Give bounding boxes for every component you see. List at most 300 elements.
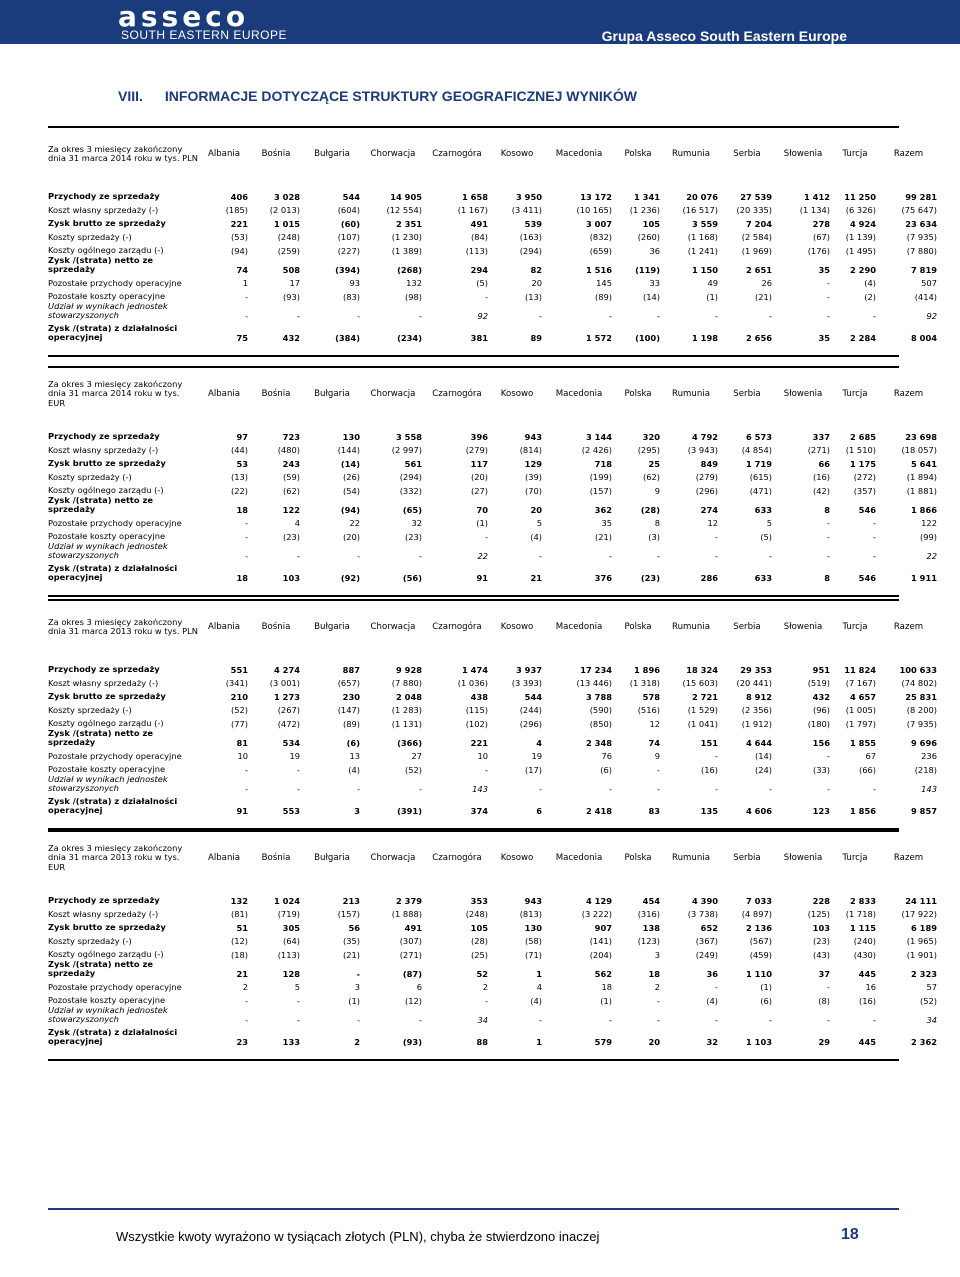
cell-value: 7 033 [746, 895, 772, 906]
cell-value: 9 857 [911, 805, 937, 816]
cell-value: 508 [282, 264, 300, 275]
cell-value: 221 [470, 737, 488, 748]
cell-value: 1 198 [692, 332, 718, 343]
cell-value: 97 [236, 431, 248, 442]
cell-value: - [609, 550, 612, 561]
cell-value: 491 [404, 922, 422, 933]
cell-value: - [245, 291, 248, 302]
column-header: Słowenia [783, 622, 823, 632]
column-header: Polska [624, 853, 652, 863]
cell-value: 2 685 [850, 431, 876, 442]
cell-value: 406 [230, 191, 248, 202]
cell-value: (1 131) [391, 718, 422, 729]
company-name: Grupa Asseco South Eastern Europe [601, 28, 847, 44]
logo-subtitle: SOUTH EASTERN EUROPE [121, 28, 288, 42]
cell-value: (1 139) [845, 232, 876, 242]
column-header: Bośnia [261, 622, 291, 632]
cell-value: (7 167) [845, 678, 876, 688]
cell-value: (294) [519, 245, 542, 256]
cell-value: 943 [524, 431, 542, 442]
cell-value: (1 965) [906, 936, 937, 946]
cell-value: (2 356) [741, 705, 772, 715]
cell-value: (27) [470, 485, 488, 496]
cell-value: (394) [335, 264, 360, 275]
cell-value: (367) [695, 936, 718, 946]
cell-value: (1 283) [391, 705, 422, 715]
cell-value: - [419, 1014, 422, 1025]
cell-value: (5) [476, 278, 488, 288]
row-label: Zysk /(strata) netto ze sprzedaży [48, 254, 153, 274]
cell-value: (272) [853, 472, 876, 482]
cell-value: 553 [282, 805, 300, 816]
cell-value: (18) [230, 949, 248, 960]
cell-value: 33 [649, 278, 660, 288]
cell-value: 4 924 [850, 218, 876, 229]
column-header: Bośnia [261, 149, 291, 159]
table-row [48, 748, 939, 762]
cell-value: 22 [349, 518, 360, 528]
row-label: Udział w wynikach jednostek stowarzyszonych [48, 300, 168, 320]
cell-value: (3 393) [511, 678, 542, 688]
cell-value: (25) [470, 949, 488, 960]
table-row [48, 455, 939, 469]
cell-value: 1 896 [634, 664, 660, 675]
cell-value: 2 [482, 982, 488, 992]
row-label: Zysk brutto ze sprzedaży [48, 691, 166, 701]
page-number: 18 [841, 1226, 859, 1243]
cell-value: (12) [404, 995, 422, 1006]
row-label: Koszt własny sprzedaży (-) [48, 204, 159, 215]
cell-value: (89) [594, 291, 612, 302]
cell-value: (516) [637, 705, 660, 715]
cell-value: (260) [637, 232, 660, 242]
cell-value: (384) [335, 332, 360, 343]
cell-value: 534 [282, 737, 300, 748]
cell-value: 34 [477, 1014, 488, 1025]
cell-value: 7 819 [911, 264, 937, 275]
cell-value: 6 [416, 982, 422, 992]
table-row [48, 992, 939, 1006]
cell-value: - [769, 550, 772, 561]
cell-value: 2 048 [396, 691, 422, 702]
cell-value: 122 [282, 504, 300, 515]
cell-value: 1 856 [850, 805, 876, 816]
row-label: Przychody ze sprzedaży [48, 431, 160, 441]
cell-value: (590) [589, 705, 612, 715]
cell-value: (180) [807, 718, 830, 729]
cell-value: (1 241) [687, 245, 718, 256]
table-2014-pln [48, 126, 937, 357]
cell-value: - [245, 310, 248, 321]
cell-value: 887 [342, 664, 360, 675]
table-row [48, 229, 939, 243]
cell-value: 135 [700, 805, 718, 816]
cell-value: 105 [642, 218, 660, 229]
cell-value: (6 326) [845, 205, 876, 215]
cell-value: (100) [635, 332, 660, 343]
column-header: Rumunia [672, 389, 710, 399]
cell-value: (113) [465, 245, 488, 256]
cell-value: - [245, 550, 248, 561]
column-header: Chorwacja [370, 622, 416, 632]
cell-value: (107) [337, 232, 360, 242]
cell-value: 21 [236, 968, 248, 979]
cell-value: (99) [919, 531, 937, 542]
cell-value: (248) [465, 909, 488, 919]
cell-value: 213 [342, 895, 360, 906]
cell-value: (1 389) [391, 245, 422, 256]
cell-value: - [419, 783, 422, 794]
cell-value: 1 273 [274, 691, 300, 702]
cell-value: 18 [236, 504, 248, 515]
cell-value: 1 115 [850, 922, 876, 933]
cell-value: 83 [648, 805, 660, 816]
cell-value: 2 833 [850, 895, 876, 906]
column-header: Polska [624, 389, 652, 399]
cell-value: (296) [519, 718, 542, 729]
section-title [118, 88, 637, 104]
financial-table [48, 832, 939, 1059]
cell-value: (59) [282, 472, 300, 482]
cell-value: 129 [524, 458, 542, 469]
cell-value: - [245, 783, 248, 794]
cell-value: (52) [404, 764, 422, 775]
cell-value: (62) [642, 472, 660, 482]
column-header: Turcja [842, 622, 868, 632]
cell-value: (92) [340, 572, 360, 583]
cell-value: 132 [230, 895, 248, 906]
table-row [48, 729, 939, 748]
cell-value: 544 [342, 191, 360, 202]
cell-value: (23) [282, 531, 300, 542]
cell-value: (567) [749, 936, 772, 946]
cell-value: (60) [340, 218, 360, 229]
cell-value: (7 935) [906, 232, 937, 242]
cell-value: 49 [707, 278, 718, 288]
cell-value: (519) [807, 678, 830, 688]
cell-value: (16 517) [682, 205, 718, 215]
cell-value: (70) [524, 485, 542, 496]
cell-value: 230 [342, 691, 360, 702]
cell-value: - [827, 310, 830, 321]
column-header: Czarnogóra [432, 149, 482, 159]
cell-value: (218) [914, 764, 937, 775]
cell-value: (244) [519, 705, 542, 715]
cell-value: (471) [749, 485, 772, 496]
cell-value: 4 [536, 737, 542, 748]
cell-value: 36 [649, 245, 660, 256]
cell-value: (56) [402, 572, 422, 583]
cell-value: (2 584) [741, 232, 772, 242]
column-header: Turcja [842, 389, 868, 399]
cell-value: 103 [282, 572, 300, 583]
cell-value: 1 341 [634, 191, 660, 202]
cell-value: 8 [824, 572, 830, 583]
cell-value: 2 [242, 982, 248, 992]
cell-value: 562 [594, 968, 612, 979]
column-header: Bośnia [261, 389, 291, 399]
cell-value: (240) [853, 936, 876, 946]
cell-value: 74 [648, 737, 660, 748]
cell-value: (83) [342, 291, 360, 302]
table-2013-pln [48, 599, 937, 830]
cell-value: (35) [342, 936, 360, 946]
cell-value: (391) [397, 805, 422, 816]
cell-value: 274 [700, 504, 718, 515]
cell-value: (23) [812, 936, 830, 946]
column-header: Serbia [733, 389, 761, 399]
cell-value: 156 [812, 737, 830, 748]
cell-value: 145 [596, 278, 612, 288]
cell-value: (26) [342, 472, 360, 482]
cell-value: 117 [470, 458, 488, 469]
cell-value: 16 [865, 982, 876, 992]
footer-divider [48, 1208, 899, 1210]
cell-value: - [873, 310, 876, 321]
cell-value: (20) [342, 531, 360, 542]
row-label: Koszty ogólnego zarządu (-) [48, 949, 164, 959]
column-header: Rumunia [672, 853, 710, 863]
cell-value: 1 015 [274, 218, 300, 229]
table-row [48, 428, 939, 442]
cell-value: - [539, 550, 542, 561]
table-row [48, 542, 939, 561]
row-label: Koszt własny sprzedaży (-) [48, 908, 159, 919]
cell-value: 2 323 [911, 968, 937, 979]
cell-value: (58) [524, 936, 542, 946]
table-row [48, 561, 939, 583]
table-row [48, 275, 939, 289]
cell-value: 633 [754, 504, 772, 515]
column-header: Serbia [733, 622, 761, 632]
cell-value: (8) [818, 995, 830, 1006]
cell-value: - [657, 764, 660, 775]
cell-value: 507 [921, 278, 937, 288]
cell-value: 3 950 [516, 191, 542, 202]
cell-value: 67 [865, 751, 876, 761]
cell-value: 438 [470, 691, 488, 702]
cell-value: (316) [637, 909, 660, 919]
cell-value: 5 [766, 518, 772, 528]
cell-value: 4 390 [692, 895, 718, 906]
row-label: Pozostałe przychody operacyjne [48, 277, 182, 288]
cell-value: 75 [236, 332, 248, 343]
cell-value: (98) [404, 291, 422, 302]
cell-value: 374 [470, 805, 488, 816]
cell-value: (1 041) [687, 718, 718, 729]
table-row [48, 1025, 939, 1047]
cell-value: (1) [706, 291, 718, 302]
cell-value: 138 [642, 922, 660, 933]
cell-value: 17 234 [580, 664, 612, 675]
row-label: Udział w wynikach jednostek stowarzyszonych [48, 773, 168, 793]
row-label: Zysk /(strata) z działalności operacyjnej [48, 562, 178, 582]
cell-value: 718 [594, 458, 612, 469]
cell-value: (42) [812, 485, 830, 496]
cell-value: 122 [921, 518, 937, 528]
column-header: Macedonia [555, 853, 603, 863]
cell-value: (16) [700, 764, 718, 775]
cell-value: - [827, 751, 830, 761]
row-label: Pozostałe koszty operacyjne [48, 291, 166, 301]
cell-value: 91 [476, 572, 488, 583]
cell-value: (1 510) [845, 445, 876, 455]
column-header: Razem [893, 622, 924, 632]
cell-value: 1 [536, 1036, 542, 1047]
footer-note: Wszystkie kwoty wyrażono w tysiącach złotych (PLN), chyba że stwierdzono inaczej [116, 1229, 600, 1244]
cell-value: 1 103 [746, 1036, 772, 1047]
cell-value: (52) [230, 705, 248, 715]
cell-value: 4 [294, 518, 300, 528]
table-row [48, 1006, 939, 1025]
cell-value: 130 [524, 922, 542, 933]
cell-value: 20 [530, 504, 542, 515]
cell-value: (20 441) [736, 678, 772, 688]
row-label: Koszt własny sprzedaży (-) [48, 677, 159, 688]
cell-value: 544 [524, 691, 542, 702]
table-row [48, 960, 939, 979]
column-header: Słowenia [783, 853, 823, 863]
table-row [48, 761, 939, 775]
cell-value: (4) [530, 995, 542, 1006]
column-header: Albania [207, 853, 241, 863]
cell-value: 454 [642, 895, 660, 906]
cell-value: 3 [354, 982, 360, 992]
financial-table [48, 368, 939, 595]
cell-value: - [419, 310, 422, 321]
table-2014-eur [48, 366, 937, 597]
cell-value: 6 189 [911, 922, 937, 933]
cell-value: 11 250 [844, 191, 876, 202]
table-2013-eur [48, 830, 937, 1061]
cell-value: (472) [277, 718, 300, 729]
cell-value: (23) [640, 572, 660, 583]
cell-value: 9 928 [396, 664, 422, 675]
cell-value: 1 024 [274, 895, 300, 906]
column-header: Chorwacja [370, 853, 416, 863]
column-header: Polska [624, 149, 652, 159]
cell-value: 4 644 [746, 737, 772, 748]
cell-value: - [827, 550, 830, 561]
cell-value: 34 [926, 1014, 937, 1025]
row-label: Przychody ze sprzedaży [48, 664, 160, 674]
cell-value: - [245, 764, 248, 775]
column-header: Turcja [842, 149, 868, 159]
cell-value: (3 411) [511, 205, 542, 215]
cell-value: (75 647) [901, 205, 937, 215]
cell-value: - [357, 550, 360, 561]
cell-value: 18 [648, 968, 660, 979]
cell-value: - [539, 783, 542, 794]
table-row [48, 442, 939, 456]
cell-value: - [297, 550, 300, 561]
cell-value: - [357, 783, 360, 794]
cell-value: 2 362 [911, 1036, 937, 1047]
table-row [48, 256, 939, 275]
cell-value: (77) [230, 718, 248, 729]
table-row [48, 979, 939, 993]
table-row [48, 906, 939, 920]
cell-value: 23 698 [905, 431, 937, 442]
cell-value: (332) [399, 485, 422, 496]
cell-value: - [827, 518, 830, 528]
table-row [48, 302, 939, 321]
cell-value: (2 426) [581, 445, 612, 455]
cell-value: (267) [277, 705, 300, 715]
cell-value: (24) [754, 764, 772, 775]
cell-value: 7 204 [746, 218, 772, 229]
cell-value: - [827, 982, 830, 992]
financial-table [48, 601, 939, 828]
row-label: Zysk /(strata) z działalności operacyjnej [48, 795, 178, 815]
table-row [48, 919, 939, 933]
column-header: Czarnogóra [432, 622, 482, 632]
cell-value: 1 855 [850, 737, 876, 748]
column-header: Macedonia [555, 622, 603, 632]
cell-value: (84) [470, 232, 488, 242]
column-header: Rumunia [672, 622, 710, 632]
cell-value: 57 [926, 982, 937, 992]
cell-value: 35 [818, 264, 830, 275]
cell-value: (813) [519, 909, 542, 919]
cell-value: (74 802) [901, 678, 937, 688]
cell-value: (43) [812, 949, 830, 960]
cell-value: 3 788 [586, 691, 612, 702]
cell-value: 128 [282, 968, 300, 979]
cell-value: (341) [225, 678, 248, 688]
cell-value: (14) [340, 458, 360, 469]
cell-value: 1 [242, 278, 248, 288]
cell-value: 18 [236, 572, 248, 583]
cell-value: 4 657 [850, 691, 876, 702]
cell-value: 99 281 [905, 191, 937, 202]
cell-value: (113) [277, 949, 300, 960]
row-label: Koszty ogólnego zarządu (-) [48, 485, 164, 495]
cell-value: 2 136 [746, 922, 772, 933]
column-header: Kosowo [500, 389, 534, 399]
cell-value: (21) [754, 291, 772, 302]
cell-value: 907 [594, 922, 612, 933]
row-label: Koszty ogólnego zarządu (-) [48, 245, 164, 255]
cell-value: (604) [337, 205, 360, 215]
cell-value: (54) [342, 485, 360, 496]
company-logo: asseco [118, 0, 250, 33]
table-row [48, 528, 939, 542]
cell-value: 561 [404, 458, 422, 469]
cell-value: (17) [524, 764, 542, 775]
cell-value: (480) [277, 445, 300, 455]
table-row [48, 288, 939, 302]
cell-value: - [827, 531, 830, 542]
table-row [48, 675, 939, 689]
row-label: Pozostałe koszty operacyjne [48, 764, 166, 774]
column-header: Serbia [733, 853, 761, 863]
cell-value: (3 738) [687, 909, 718, 919]
cell-value: 36 [706, 968, 718, 979]
table-row [48, 202, 939, 216]
cell-value: (115) [465, 705, 488, 715]
cell-value: - [245, 518, 248, 528]
cell-value: - [297, 995, 300, 1006]
cell-value: (3 222) [581, 909, 612, 919]
cell-value: 91 [236, 805, 248, 816]
cell-value: 13 [349, 751, 360, 761]
cell-value: - [245, 995, 248, 1006]
cell-value: 21 [530, 572, 542, 583]
cell-value: (1) [476, 518, 488, 528]
cell-value: 88 [476, 1036, 488, 1047]
cell-value: 93 [349, 278, 360, 288]
